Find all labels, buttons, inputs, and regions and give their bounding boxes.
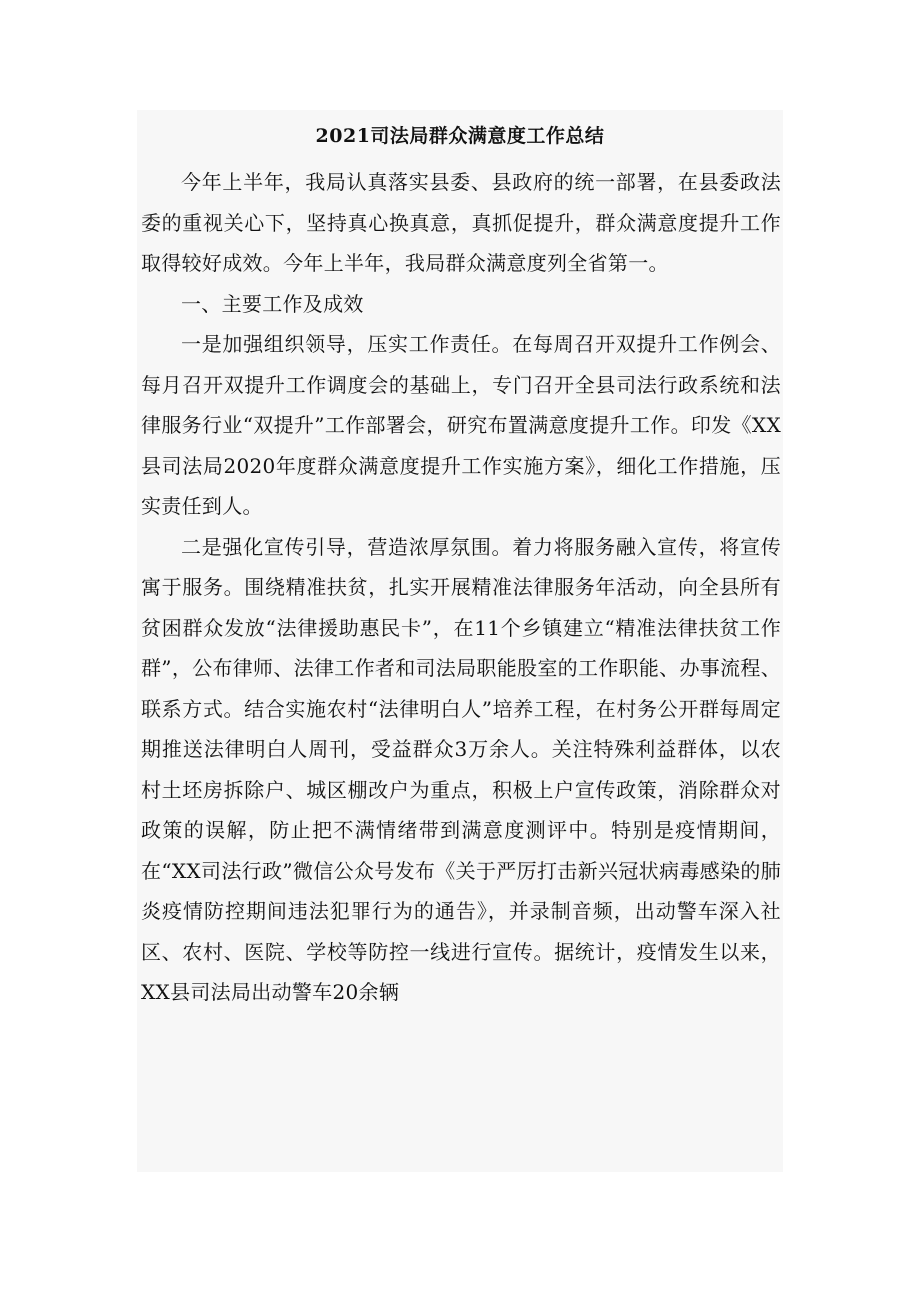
- section-heading-main-work: 一、主要工作及成效: [181, 291, 364, 316]
- paragraph-organization-leadership: 一是加强组织领导，压实工作责任。在每周召开双提升工作例会、每月召开双提升工作调度会的基础上，专门召开全县司法行政系统和法律服务行业“双提升”工作部署会，研究布置满意度提升工作。印发《XX县司法局2020年度群众满意度提升工作实施方案》，细化工作措施，压实责任到人。: [141, 332, 781, 518]
- document-page: [137, 110, 783, 1172]
- document-body: [137, 162, 783, 1013]
- document-title: 2021司法局群众满意度工作总结: [315, 125, 605, 147]
- paragraph-intro: 今年上半年，我局认真落实县委、县政府的统一部署，在县委政法委的重视关心下，坚持真心换真意，真抓促提升，群众满意度提升工作取得较好成效。今年上半年，我局群众满意度列全省第一。: [141, 170, 781, 275]
- paragraph-publicity-guidance: 二是强化宣传引导，营造浓厚氛围。着力将服务融入宣传，将宣传寓于服务。围绕精准扶贫，扎实开展精准法律服务年活动，向全县所有贫困群众发放“法律援助惠民卡”，在11个乡镇建立“精准法律扶贫工作群”，公布律师、法律工作者和司法局职能股室的工作职能、办事流程、联系方式。结合实施农村“法律明白人”培养工程，在村务公开群每周定期推送法律明白人周刊，受益群众3万余人。关注特殊利益群体，以农村土坯房拆除户、城区棚改户为重点，积极上户宣传政策，消除群众对政策的误解，防止把不满情绪带到满意度测评中。特别是疫情期间，在“XX司法行政”微信公众号发布《关于严厉打击新兴冠状病毒感染的肺炎疫情防控期间违法犯罪行为的通告》，并录制音频，出动警车深入社区、农村、医院、学校等防控一线进行宣传。据统计，疫情发生以来，XX县司法局出动警车20余辆: [141, 534, 781, 1004]
